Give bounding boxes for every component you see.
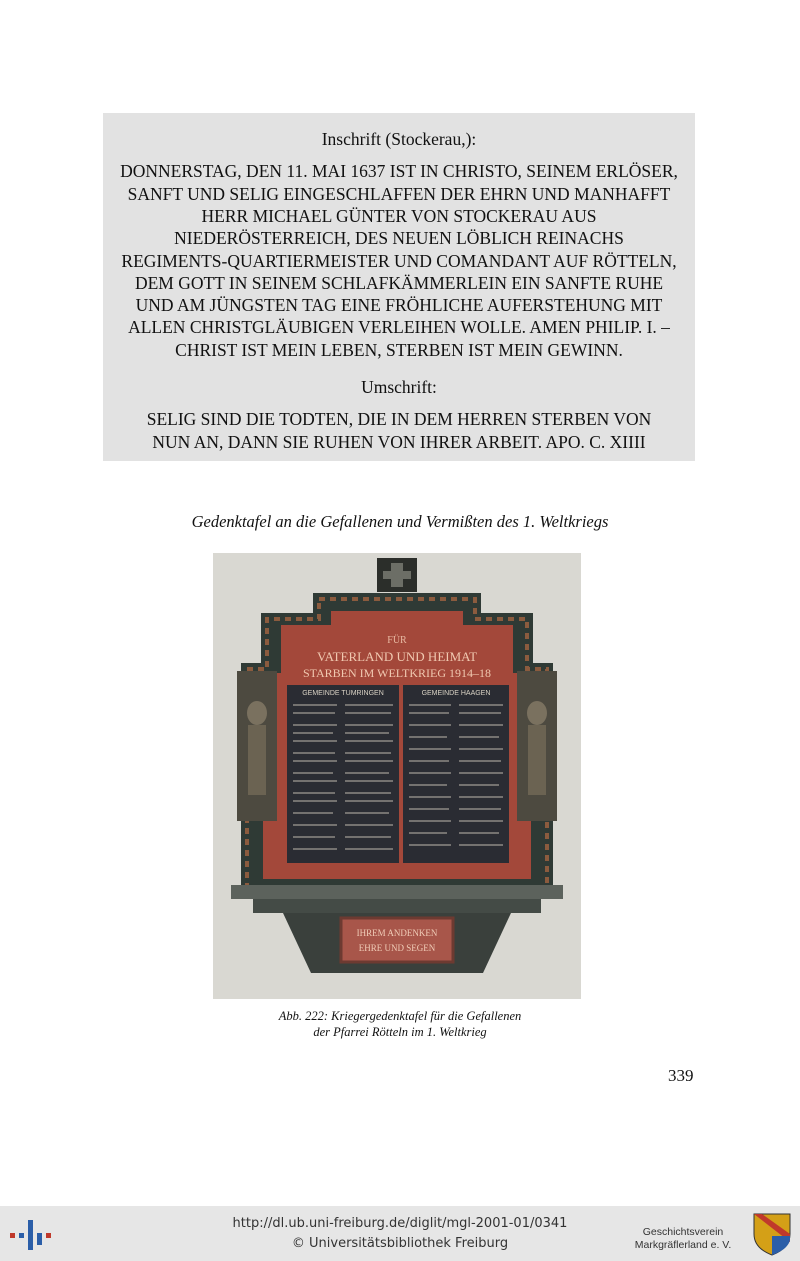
coat-of-arms-icon [752,1212,792,1256]
right-soldier-figure [528,725,546,795]
right-name-panel [403,685,509,863]
footer-bar [0,1206,800,1261]
inscription-line: UND AM JÜNGSTEN TAG EINE FRÖHLICHE AUFERSTEHUNG MIT [135,295,663,315]
memorial-plaque-illustration [213,553,581,999]
copyright-text: © Universitätsbibliothek Freiburg [291,1236,509,1251]
inscription-line: REGIMENTS-QUARTIERMEISTER UND COMANDANT AUF RÖTTELN, [121,251,677,271]
ledge [231,885,563,899]
document-url-link[interactable]: http://dl.ub.uni-freiburg.de/diglit/mgl-2001-01/0341 [232,1216,568,1231]
inscription-line: HERR MICHAEL GÜNTER VON STOCKERAU AUS [201,206,597,226]
bottom-plaque-line2: EHRE UND SEGEN [358,943,436,953]
page-number: 339 [668,1066,694,1085]
left-column-heading: GEMEINDE TUMRINGEN [302,690,384,697]
inscription-line: NIEDERÖSTERREICH, DES NEUEN LÖBLICH REINACHS [174,228,624,248]
inscription-line: DONNERSTAG, DEN 11. MAI 1637 IST IN CHRISTO, SEINEM ERLÖSER, [120,161,678,181]
figure-caption-line1: Abb. 222: Kriegergedenktafel für die Gefallenen [278,1009,522,1023]
verein-line1: Geschichtsverein [642,1226,724,1238]
section-caption: Gedenktafel an die Gefallenen und Vermißten des 1. Weltkriegs [191,512,609,531]
memorial-plaque-photo [213,553,581,999]
left-soldier-figure [248,725,266,795]
inscription-line: CHRIST IST MEIN LEBEN, STERBEN IST MEIN GEWINN. [175,340,623,360]
figure-caption-line2: der Pfarrei Rötteln im 1. Weltkrieg [313,1025,487,1039]
umschrift-heading: Umschrift: [361,377,437,397]
right-column-heading: GEMEINDE HAAGEN [421,690,491,697]
umschrift-line: NUN AN, DANN SIE RUHEN VON IHRER ARBEIT. APO. C. XIIII [152,432,646,452]
verein-line2: Markgräflerland e. V. [634,1239,732,1251]
plaque-title-line1: VATERLAND UND HEIMAT [316,649,478,664]
plaque-top-line: FÜR [387,635,407,646]
plaque-title-line2: STARBEN IM WELTKRIEG 1914–18 [302,666,492,680]
verein-name [618,1226,748,1252]
inscription-line: ALLEN CHRISTGLÄUBIGEN VERLEIHEN WOLLE. AMEN PHILIP. I. – [128,317,670,337]
umschrift-line: SELIG SIND DIE TODTEN, DIE IN DEM HERREN STERBEN VON [146,409,652,429]
inscription-line: SANFT UND SELIG EINGESCHLAFFEN DER EHRN UND MANHAFFT [127,184,671,204]
inscription-box [103,113,695,461]
bottom-plaque [341,918,453,962]
bottom-plaque-line1: IHREM ANDENKEN [356,928,438,938]
inscription-heading: Inschrift (Stockerau,): [321,129,477,149]
inscription-line: DEM GOTT IN SEINEM SCHLAFKÄMMERLEIN EIN SANFTE RUHE [134,273,664,293]
